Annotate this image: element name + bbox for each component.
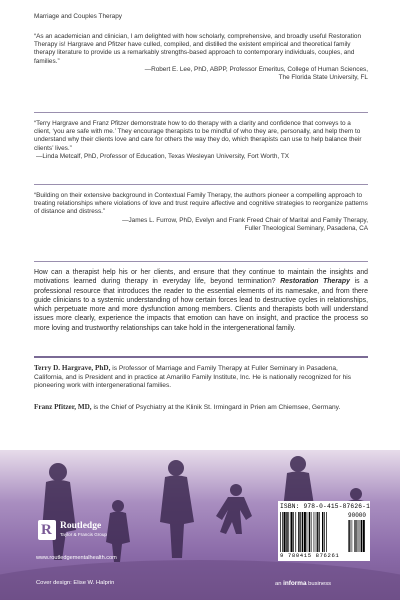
divider (34, 112, 368, 113)
author-name: Terry D. Hargrave, PhD, (34, 364, 111, 372)
author-bio-1 (34, 364, 368, 391)
blurb-quote: “Terry Hargrave and Franz Pfitzer demonstrate how to do therapy with a clarity and confidence that conveys to a client, ‘you are safe with me.’ They encourage therapists to be mindful of who they are, personally, and help them to understand why their clients love and care for others the way they do, which therapists can use to help balance their clients’ lives.” (34, 120, 362, 152)
divider (34, 261, 368, 262)
routledge-logo-icon: R (38, 520, 56, 540)
blurb-quote: “As an academician and clinician, I am delighted with how scholarly, comprehensive, and broadly useful Restoration Therapy is! Hargrave and Pfitzer have culled, compiled, and distilled the existent empirical and theoretical family therapy literature to provide us a remarkably strengths-based approach to contemporary individuals, couples, and families.” (34, 33, 362, 65)
barcode-bars (280, 512, 368, 552)
blurb-3 (34, 192, 368, 233)
blurb-quote: “Building on their extensive background in Contextual Family Therapy, the authors pioneer a compelling approach to treating relationships where violations of love and trust require affective and cognitive strategies to reorganize patterns of distance and distress.” (34, 192, 368, 216)
blurb-attribution-line2: Fuller Theological Seminary, Pasadena, CA (244, 224, 368, 232)
author-bio-text: is the Chief of Psychiatry at the Klinik St. Irmingard in Prien am Chiemsee, Germany. (93, 404, 341, 411)
blurb-attribution-line2: The Florida State University, FL (278, 74, 368, 82)
divider (34, 184, 368, 185)
description-body: is a professional resource that introduces the reader to the essential elements of its namesake, and from there guide clinicians to a systemic understanding of how certain forces lead to destructive cycles in relationships, which perpetuate more and more dysfunction among members. Clients and therapists both will understand issues more clearly, experience the impacts that emotion can have on insight, and practice the process so more loving and trustworthy relationships can take hold in the intergenerational family. (34, 278, 368, 332)
author-name: Franz Pfitzer, MD, (34, 403, 92, 411)
author-bio-text: is Professor of Marriage and Family Therapy at Fuller Seminary in Pasadena, California, and is President and in practice at Amarillo Family Institute, Inc. He is nationally recognized for his pioneering work with intergenerational families. (34, 365, 352, 390)
price-code: 90000 (348, 512, 367, 519)
category-label: Marriage and Couples Therapy (34, 13, 122, 20)
cover-design-credit: Cover design: Elise W. Halprin (36, 580, 115, 586)
informa-business-tag: an informa business (275, 580, 332, 587)
author-bio-2 (34, 403, 368, 413)
blurb-1 (34, 33, 368, 82)
blurb-attribution: —Linda Metcalf, PhD, Professor of Education, Texas Wesleyan University, Fort Worth, TX (36, 152, 290, 160)
blurb-2 (34, 120, 368, 161)
publisher-logo (38, 520, 107, 556)
isbn-text: ISBN: 978-0-415-87626-1 (280, 503, 371, 510)
book-description (34, 268, 368, 333)
publisher-group: Taylor & Francis Group (60, 532, 107, 537)
divider (34, 356, 368, 358)
publisher-url[interactable]: www.routledgementalhealth.com (36, 555, 117, 561)
blurb-attribution: —Robert E. Lee, PhD, ABPP, Professor Emeritus, College of Human Sciences, (144, 65, 368, 73)
barcode-digits: 9 780415 876261 (280, 552, 340, 559)
publisher-name: Routledge (60, 521, 102, 531)
description-lead: How can a therapist help his or her clients, and ensure that they continue to maintain the insights and motivations learned during therapy in everyday life, beyond termination? (34, 269, 368, 286)
book-title: Restoration Therapy (280, 278, 350, 286)
isbn-barcode (278, 501, 370, 561)
blurb-attribution: —James L. Furrow, PhD, Evelyn and Frank Freed Chair of Marital and Family Therapy, (122, 216, 368, 224)
